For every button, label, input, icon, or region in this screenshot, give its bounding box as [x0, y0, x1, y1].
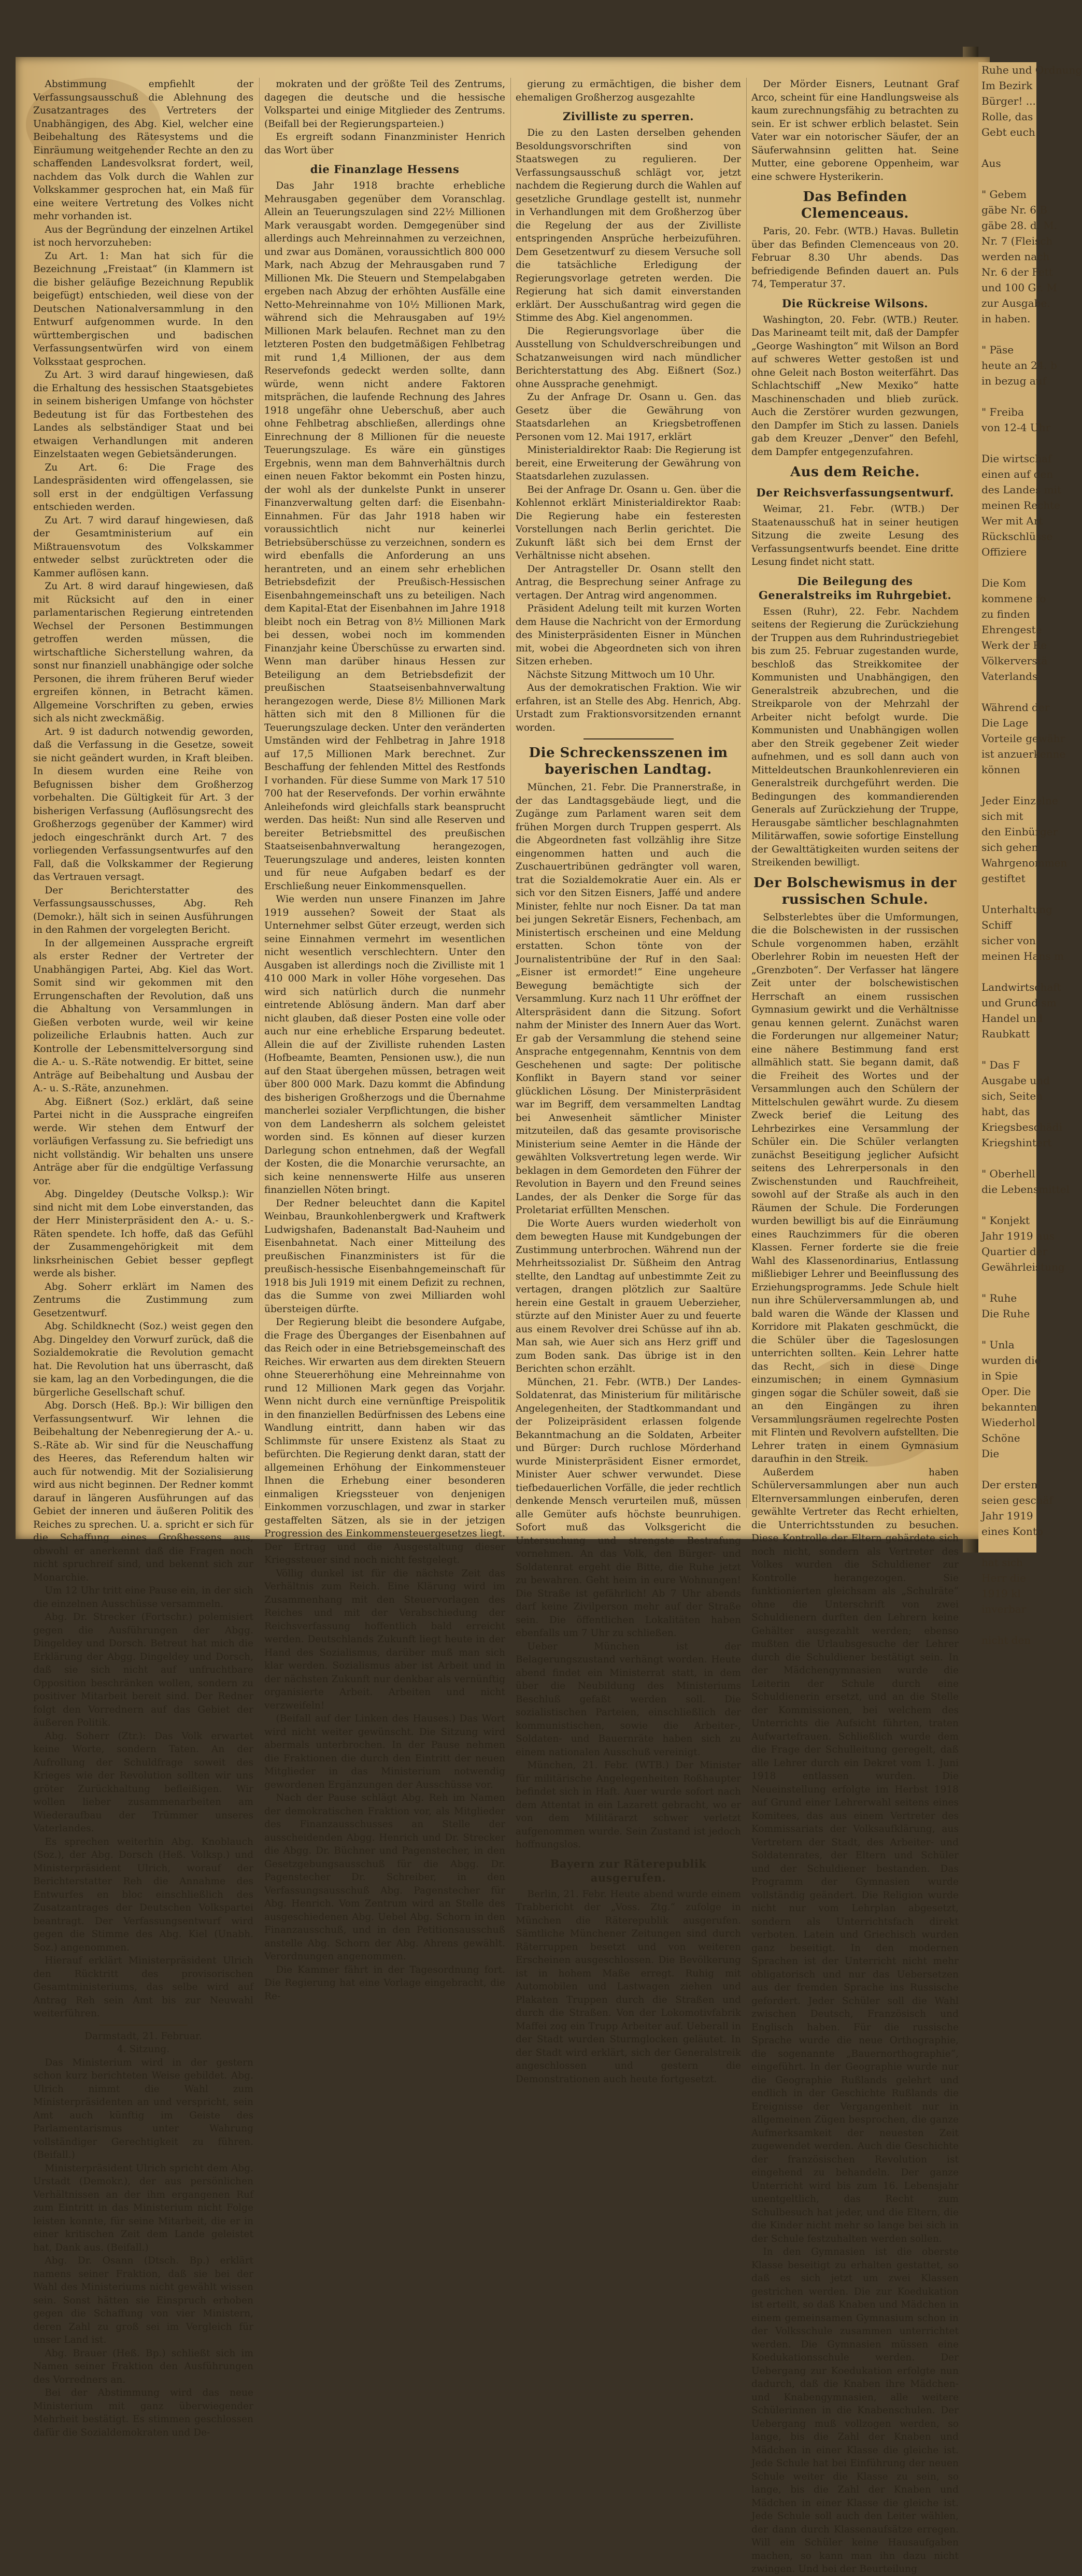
paragraph: Berlin, 21. Febr. Heute abend wurde einem Trabbericht der „Voss. Ztg.“ zufolge in München die Räterepublik ausgerufen. Sämtliche Münchener Zeitungen sind durch Räterruppen besetzt und von weiteren Erscheinen ausgeschlossen. Die Bevölkerung ist in hohem Maße erregt. Ruhig mit Automobilen und Lastwagen ziehen und Plakaten Truppen durch die Straßen und durch die Straßen. Von der Lokomotivfabrik Maffei zog ein Trupp Arbeiter auf. Ueberall in der Stadt wurden Sturmglocken geläutet. In der Stadt wird erklärt, sich der Generalstreik angeschlossen und gestern die Demonstrationen auch heute fortgesetzt.	[516, 1888, 741, 2085]
paragraph: Weimar, 21. Febr. (WTB.) Der Staatenausschuß hat in seiner heutigen Sitzung die zweite Lesung des Verfassungsentwurfs beendet. Eine dritte Lesung findet nicht statt.	[751, 504, 959, 567]
adjacent-page-line: bekannten	[981, 1401, 1037, 1413]
adjacent-page-line: Ausgabe und	[981, 1074, 1050, 1087]
column-rule	[259, 78, 260, 1508]
paragraph: Zu Art. 6: Die Frage des Landespräsidenten wird offengelassen, sie soll erst in der endgültigen Verfassung entschieden werden.	[33, 462, 253, 513]
adjacent-page-line: Wahrgenommen	[981, 857, 1067, 869]
adjacent-page-line: meinen Rechte	[981, 499, 1061, 511]
adjacent-page-line	[978, 140, 1036, 155]
adjacent-page-line	[978, 389, 1036, 404]
adjacent-page-line: zur Ausgabe.	[981, 297, 1050, 309]
paragraph: Bei der Anfrage Dr. Osann u. Gen. über die Kohlennot erklärt Ministerialdirektor Raab: Die Regierung habe ein festeresten Vorstellungen nach Berlin gerichtet. Die Zukunft läßt sich bei dem Ernst der Verhältnisse nicht absehen.	[516, 484, 741, 561]
paragraph: mokraten und der größte Teil des Zentrums, dagegen die deutsche und die hessische Volkspartei und einige Mitglieder des Zentrums. (Beifall bei der Regierungsparteien.)	[264, 79, 505, 130]
adjacent-page-line	[978, 1461, 1036, 1477]
paragraph: Präsident Adelung teilt mit kurzen Worten dem Hause die Nachricht von der Ermordung des Ministerpräsidenten Eisner in München mit, wobei die Abgeordneten sich von ihren Sitzen erheben.	[516, 603, 741, 667]
paragraph: Zu Art. 8 wird darauf hingewiesen, daß mit Rücksicht auf den in einer parlamentarischen Regierung eintretenden Wechsel der Personen Bestimmungen getroffen werden müssen, die wirtschaftliche Sicherstellung wahren, da sonst nur finanziell unabhängige oder solche Personen, die ihrem früheren Beruf wieder ergreifen können, in Betracht kämen. Allgemeine Vorschriften zu geben, erwies sich als nicht zweckmäßig.	[33, 581, 253, 724]
adjacent-page-line: inverbar	[981, 1603, 1027, 1615]
adjacent-page-line: in Spie	[981, 1370, 1018, 1382]
adjacent-page-line: Die Ruhe	[981, 1307, 1030, 1320]
adjacent-page-line	[978, 1617, 1036, 1632]
adjacent-page-line: heute an 24. b	[981, 359, 1057, 372]
adjacent-page-line: Quartier der	[981, 1245, 1048, 1258]
adjacent-page-line: Schiff	[981, 919, 1012, 931]
paragraph: Völlig dunkel ist für die nächste Zeit das Verhältnis zum Reich. Eine Klärung wird im Zusammenhang mit den Steuervorlagen des Reiches und mit der Verabschiedung der Reichsverfassung hoffentlich bald erreicht werden. Deutschlands Zukunft liegt heute in der Hand des Sozialismus, darüber muß man sich klar werden. Sozialismus aber ist Arbeit und in der nächsten Zukunft nur denkbar als vernünftig organisierte Arbeit. Arbeiten und nicht verzweifeln!	[264, 1568, 505, 1711]
adjacent-page-line: Offiziere	[981, 546, 1027, 558]
paragraph: Hierauf erklärt Ministerpräsident Ulrich den Rücktritt des provisorischen Gesamtministeriums, das selbe wird auf Antrag Reh sein Amt bis zur Neuwahl weiterführen.	[33, 1955, 253, 2019]
adjacent-page-line: Werk der Re	[981, 639, 1047, 651]
paragraph: München, 21. Febr. (WTB.) Der Minister für militärische Angelegenheiten Roßhaupter befindet sich in Haft. Auer wurde sofort nach dem Attentat in ein Lazarett gebracht, wo er von dem Militärarzt schwer verletzt aufgenommen wurde. Sein Zustand ist jedoch hoffnungslos.	[516, 1760, 741, 1850]
paragraph: Abg. Brauer (Heß. Bp.) schließt sich im Namen seiner Fraktion den Ausführungen des Vorredners an.	[33, 2347, 253, 2385]
heading-zivilliste: Zivilliste zu sperren.	[562, 110, 694, 123]
adjacent-page-line: " Ruhe	[981, 1292, 1017, 1304]
adjacent-page-line: " Unla	[981, 1339, 1015, 1351]
adjacent-page-line: sich mit	[981, 810, 1023, 822]
paragraph: Zu Art. 3 wird darauf hingewiesen, daß die Erhaltung des hessischen Staatsgebietes in seinem bisherigen Umfange von höchster Bedeutung ist für das Fortbestehen des Landes als selbständiger Staat und bei etwaigen Verhandlungen mit anderen Einzelstaaten wegen Gebietsänderungen.	[33, 369, 253, 460]
separator-rule	[583, 738, 674, 739]
adjacent-page-line: Kriegshintert	[981, 1136, 1052, 1149]
paragraph: Art. 9 ist dadurch notwendig geworden, daß die Verfassung in die Gesetze, soweit sie nicht geändert wurden, in Kraft bleiben. In diesem wurden eine Reihe von Befugnissen bisher dem Großherzog vorbehalten. Die Gültigkeit für Art. 3 der bisherigen Verfassung (Auflösungsrecht des Großherzogs gegenüber der Kammer) wird jedoch eingeschränkt durch Art. 7 des vorliegenden Verfassungsentwurfes auf den Fall, daß die Volkskammer der Regierung das Vertrauen versagt.	[33, 726, 253, 883]
paragraph: Wie werden nun unsere Finanzen im Jahre 1919 aussehen? Soweit der Staat als Unternehmer selbst Güter erzeugt, werden sich seine Einnahmen vermehrt im wesentlichen nicht wesentlich verschlechtern. Unter den Ausgaben ist allerdings noch die Zivilliste mit 1 410 000 Mark in voller Höhe vorgesehen. Das wird sich natürlich durch die nunmehr eintretende Ablösung ändern. Man darf aber nicht glauben, daß dieser Posten eine volle oder auch nur eine erhebliche Ersparung bedeutet. Allein die auf der Zivilliste ruhenden Lasten (Hofbeamte, Beamten, Pensionen usw.), die nun auf den Staat übergehen müssen, betragen weit über 800 000 Mark. Dazu kommt die Abfindung des bisherigen Großherzogs und die Übernahme mancherlei sozialer Verpflichtungen, die bisher von dem Landesherrn als solchem geleistet worden sind. Es können auf dieser kurzen Darlegung schon entnehmen, daß der Wegfall der Kosten, die die Monarchie verursachte, an sich keine nennenswerte Hilfe aus unseren finanziellen Nöten bringt.	[264, 894, 505, 1196]
heading-reichsverfassung: Der Reichsverfassungsentwurf.	[756, 486, 954, 499]
adjacent-page-line	[978, 326, 1036, 342]
adjacent-page-line: Die Lage	[981, 717, 1029, 729]
adjacent-page-line: Handel und	[981, 1012, 1043, 1024]
adjacent-page-line: sicher von	[981, 934, 1036, 947]
paragraph: München, 21. Febr. Die Prannerstraße, in der das Landtagsgebäude liegt, und die Zugänge zum Parlament waren seit dem frühen Morgen durch Truppen gesperrt. Als die Abgeordneten fast vollzählig ihre Sitze eingenommen hatten und auch die Zuschauertribünen gedrängter voll waren, trat die Sozialdemokratie Auer ein. Als er sich vor den Sitzen Eisners, Jaffé und andere Minister, fehlte nur noch Eisner. Da tat man bei jungen Sekretär Eisners, Fechenbach, am Ministertisch erscheinen und eine Meldung erstatten. Schon tönte von der Journalistentribüne der Ruf in den Saal: „Eisner ist ermordet!“ Eine ungeheure Bewegung bemächtigte sich der Versammlung. Kurz nach 11 Uhr eröffnet der Alterspräsident dann die Sitzung. Sofort nahm der Minister des Innern Auer das Wort. Er gab der Versammlung die stehend seine Ansprache entgegennahm, Kenntnis von dem Geschehenen und sagte: Der politische Konflikt in Bayern stand vor seiner glücklichen Lösung. Der Ministerpräsident war im Begriff, dem versammelten Landtag bei Anwesenheit sämtlicher Minister mitzuteilen, daß das gesamte provisorische Ministerium seine Aemter in die Hände der gewählten Volksvertretung legen werde. Wir beklagen in dem Gemordeten den Führer der Revolution in Bayern und den Freund seines Landes, der als Denker die Sorge für das Proletariat erfüllten Menschen.	[516, 782, 741, 1216]
paragraph: Zu Art. 7 wird darauf hingewiesen, daß der Gesamtministerium auf ein Mißtrauensvotum des Volkskammer entweder selbst zurücktreten oder die Kammer auflösen kann.	[33, 515, 253, 579]
adjacent-page-line: seien geschäf	[981, 1494, 1053, 1506]
paragraph: Ministerialdirektor Raab: Die Regierung ist bereit, eine Erweiterung der Gewährung von Staatsdarlehen zuzulassen.	[516, 445, 741, 482]
column-3	[516, 78, 741, 2085]
adjacent-page-line: des Landes mit	[981, 483, 1062, 496]
adjacent-page-line	[978, 1539, 1036, 1555]
paragraph: Bei der Abstimmung wird das neue Ministerium mit ganz überwiegender Mehrheit bestätigt. Es stimmen geschlossen dafür die Sozialdemokraten und De-	[33, 2387, 253, 2438]
paragraph: Abg. Dr. Osann (Dtsch. Bp.) erklärt namens seiner Fraktion, daß sie bei der Wahl des Ministeriums nicht gewählt wissen sein. Sonst hätten sie Einspruch erhoben gegen die Schaffung von vier Ministern, deren Zahl zu groß sei im Vergleich für unser Land ist.	[33, 2255, 253, 2345]
adjacent-page-fragment	[978, 62, 1082, 1646]
adjacent-page-line: Unterhaltung	[981, 903, 1052, 916]
adjacent-page-line: Gewährleistung	[981, 1261, 1065, 1273]
paragraph: Abg. Dorsch (Heß. Bp.): Wir billigen den Verfassungsentwurf. Wir lehnen die Beibehaltung der Nebenregierung der A.- u. S.-Räte ab. Wir sind für die Neuschaffung des Heeres, das Referendum halten wir auch für notwendig. Mit der Sozialisierung wird aus nicht beginnen. Der Redner kommt darauf in längeren Ausführungen auf das Gebiet der inneren und äußeren Politik des Reiches zu sprechen. U. a. spricht er sich für die Schaffung eines Großhessens aus, obwohl er anerkennt daß die Fragen noch nicht spruchreif sind, und bekennt sich zur Monarchie.	[33, 1400, 253, 1583]
adjacent-page-line	[978, 1150, 1036, 1166]
adjacent-page-line: " Freiba	[981, 406, 1024, 418]
adjacent-page-line: sich, Seiten	[981, 1090, 1043, 1102]
paragraph: Selbsterlebtes über die Umformungen, die die Bolschewisten in der russischen Schule vorgenommen haben, erzählt Oberlehrer Robin im neuesten Heft der „Grenzboten“. Der Verfasser hat längere Zeit unter der bolschewistischen Herrschaft an einem russischen Gymnasium gewirkt und die Verhältnisse genau kennen gelernt. Zunächst waren die Forderungen nur allgemeiner Natur; eine nähere Bestimmung fand erst allmählich statt. Sie begann damit, daß die Freiheit des Wortes und der Versammlungen auch den Schülern der Mittelschulen gewährt wurde. Zu diesem Zweck berief die Leitung des Lehrbezirkes eine Versammlung der Schüler ein. Die Schüler verlangten zunächst Beseitigung jeglicher Aufsicht seitens des Lehrerpersonals in den Zwischenstunden und Rauchfreiheit, sowohl auf der Straße als auch in den Räumen der Schule. Die Forderungen wurden bewilligt bis auf die Einräumung eines Rauchzimmers für die oberen Klassen. Ferner forderte sie die freie Wahl des Klassenordinarius, Entlassung mißliebiger Lehrer und Beeinflussung des Erziehungsprogramms. Jede Schule hielt nun ihre Schülerversammlungen ab, und bald waren die Wände der Klassen und Korridore mit Plakaten geschmückt, die die Schüler über die Tageslosungen unterrichten sollten. Kein Lehrer hatte das Recht, sich in diese Dinge einzumischen; in einem Gymnasium gingen sogar die Schüler soweit, daß sie an den Eingängen zu ihren Versammlungsräumen regelrechte Posten mit Flinten und Revolvern aufstellten. Die Lehrer traten in einem Gymnasium daraufhin in den Streik.	[751, 912, 959, 1464]
adjacent-page-line	[978, 777, 1036, 793]
heading-bolschewismus: Der Bolschewismus in der russischen Schule.	[753, 875, 957, 907]
adjacent-page-line: und 100 Gr. M	[981, 281, 1057, 294]
adjacent-page-line: Nr. 6 der Fett	[981, 266, 1053, 278]
adjacent-page-line: in bezug auf	[981, 375, 1047, 387]
adjacent-page-line: sich gehen	[981, 841, 1038, 853]
heading-clemenceau: Das Befinden Clemenceaus.	[801, 189, 909, 221]
paragraph: Der Redner beleuchtet dann die Kapitel Weinbau, Braunkohlenbergwerk und Kraftwerk Ludwigshafen, Badenanstalt Bad-Nauheim und Eisenbahnetat. Nach einer Mitteilung des preußischen Finanzministers ist für die preußisch-hessische Eisenbahngemeinschaft für 1918 bis Juli 1919 mit einem Defizit zu rechnen, das die Summe von zwei Milliarden wohl übersteigen dürfte.	[264, 1198, 505, 1315]
paragraph: Aus der Begründung der einzelnen Artikel ist noch hervorzuheben:	[33, 224, 253, 248]
paragraph: In der allgemeinen Aussprache ergreift als erster Redner der Vertreter der Unabhängigen Partei, Abg. Kiel das Wort. Somit sind wir gekommen mit den Errungenschaften der Revolution, daß uns die Abhaltung von Versammlungen in Gießen verboten wurde, weil wir keine polizeiliche Erlaubnis hatten. Auch zur Kontrolle der Lebensmittelversorgung sind die A.- u. S.-Räte notwendig. Er bittet, seine Anträge auf Beibehaltung und Ausbau der A.- u. S.-Räte, anzunehmen.	[33, 937, 253, 1094]
adjacent-page-line: " Gebem	[981, 188, 1027, 201]
paragraph: Abg. Eißnert (Soz.) erklärt, daß seine Partei nicht in die Aussprache eingreifen werde. Wir stehen dem Entwurf der vorläufigen Verfassung zu. Sie befriedigt uns nicht vollständig. Wir behalten uns unsere Anträge aber für die endgültige Verfassung vor.	[33, 1096, 253, 1187]
adjacent-page-line: Während der	[981, 701, 1050, 714]
adjacent-page-line: den Einbürger	[981, 826, 1058, 838]
dateline-darmstadt: Darmstadt, 21. Februar.	[84, 2030, 202, 2042]
paragraph: Es sprechen weiterhin Abg. Knoblauch (Soz.), der Abg. Dorsch (Heß. Volksp.) und Ministerpräsident Ulrich, worauf der Berichterstatter Reh die Annahme des Entwurfes en bloc einschließlich des Zusatzantrages der Deutschen Volkspartei beantragt. Der Verfassungsentwurf wird gegen die Stimme des Abg. Kiel (Unabh. Soz.) angenommen.	[33, 1836, 253, 1953]
adjacent-page-line: Wiederhol	[981, 1416, 1035, 1429]
session-label: 4. Sitzung.	[117, 2044, 170, 2055]
column-3-paragraphs	[516, 78, 741, 104]
column-3-paragraphs-2	[516, 126, 741, 734]
adjacent-page-line: ist anzuerkenne	[981, 748, 1066, 760]
adjacent-page-lines	[978, 62, 1082, 1648]
paragraph: Zu Art. 1: Man hat sich für die Bezeichnung „Freistaat“ (in Klammern ist die bisher geläufige Bezeichnung Republik beigefügt) entschieden, weil diese von der Deutschen Nationalversammlung in den Entwurf aufgenommen wurde. In den württembergischen und badischen Verfassungsentwürfen wird von einem Volksstaat gesprochen.	[33, 250, 253, 367]
adjacent-page-line: und Grund sm	[981, 997, 1057, 1009]
adjacent-page-line: Ehrengeste	[981, 623, 1042, 636]
column-2-paragraphs-2	[264, 179, 505, 2003]
paragraph: Um 12 Uhr tritt eine Pause ein, in der sich die einzelnen Ausschüsse versammeln.	[33, 1585, 253, 1610]
adjacent-page-line: meinen Hans m	[981, 950, 1064, 962]
paragraph: In den Gymnasien ist die oberste Klasse beseitigt zu erhalten gestattet, so daß es sich jetzt um zwei Klassen gestrichen werden. Die zur Koedukation ist erteilt, so daß Knaben und Mädchen in einem gemeinsamen Gymnasium schon in der Volksschule zusammen unterrichtet werden. Die Gymnasien müssen eine Koedukationsschule werden. Der Uebergang zur Koedukation erfolgte nun dadurch, daß die Knaben ihre Mädchen- und Knabengymnasien, alle weitere Schülerinnen in die Knabenschulen. Der Uebergang muß vollzogen werden, so lange, bis die Zahl der Knaben und Mädchen in einer Klasse die gleiche ist. Jede Schule hat bei Einführung der neuen Schule weiter die Klasse zu sein, so lange, bis die Zahl der Knaben und Mädchen in einer Klasse die gleiche ist. Jede Schule soll auch den Leiter wählen, der dann durch Klassenaufsätze erregen. Will ein Schüler keine Hausaufgaben machen, so kann man ihn dazu nicht zwingen. Und bei der Beurteilung	[751, 2246, 959, 2574]
paragraph: Die Regierungsvorlage über die Ausstellung von Schuldverschreibungen und Schatzanweisungen wird nach mündlicher Berichterstattung des Abg. Eißnert (Soz.) ohne Aussprache genehmigt.	[516, 325, 741, 390]
column-4-paragraphs-2	[751, 225, 959, 291]
adjacent-page-line: " Konjekt	[981, 1214, 1030, 1227]
adjacent-page-line: von 12-4 Uhr	[981, 421, 1051, 434]
adjacent-page-line: " Päse	[981, 344, 1014, 356]
adjacent-page-line: in haben.	[981, 312, 1031, 325]
column-4-paragraphs-4	[751, 503, 959, 569]
adjacent-page-line: Aus	[981, 157, 1001, 169]
paragraph: gierung zu ermächtigen, die bisher dem ehemaligen Großherzog ausgezahlte	[516, 79, 741, 103]
paragraph: Der Regierung bleibt die besondere Aufgabe, die Frage des Überganges der Eisenbahnen auf das Reich oder in eine Betriebsgemeinschaft des Reiches. Wir erwarten aus dem direkten Steuern ohne Steuererhöhung eine Mehreinnahme von rund 12 Millionen Mark gegen das Vorjahr. Wenn nicht durch eine vernünftige Preispolitik in den finanziellen Bedürfnissen des Lebens eine Wandlung eintritt, dann haben wir das Schlimmste für unsere Existenz als Staat zu befürchten. Die Regierung denkt daran, statt der allgemeinen Erhöhung der Einkommensteuer Ihnen die Erhebung einer besonderen einmaligen Kriegssteuer von denjenigen Einkommen vorzuschlagen, und zwar in starker gestaffelten Sätzen, als sie in der jetzigen Progression des Einkommensteuergesetzes liegt. Der Ertrag und die Ausgestaltung dieser Kriegssteuer sind noch nicht festgelegt.	[264, 1317, 505, 1565]
heading-raeterepublik: Bayern zur Räterepublik ausgerufen.	[550, 1857, 707, 1884]
adjacent-page-line: zu finden	[981, 608, 1030, 620]
adjacent-page-line: Im Bezirk	[981, 79, 1033, 92]
separator-rule	[99, 2025, 188, 2026]
heading-aus-dem-reiche: Aus dem Reiche.	[790, 464, 920, 480]
heading-generalstreik: Die Beilegung des Generalstreiks im Ruhrgebiet.	[758, 574, 952, 602]
paragraph: Abg. Soherr (Ztr.): Das Volk erwartet keine Worte, sondern Taten. An der Aufrollung der Schuldfrage soweit des Krieges wie der Revolution sollten wir uns gröter Zurückhaltung befleißigen. Wir wollen lieber zusammenarbeiten am Wiederaufbau der Trümmer unseres Vaterlandes.	[33, 1730, 253, 1834]
column-1-paragraphs	[33, 78, 253, 2020]
adjacent-page-line: Landwirtschaft	[981, 981, 1061, 993]
paragraph: Abg. Soherr erklärt im Namen des Zentrums die Zustimmung zum Gesetzentwurf.	[33, 1281, 253, 1319]
adjacent-page-line: Kriegsbeschädi	[981, 1121, 1062, 1133]
paragraph: Ueber München ist der Belagerungszustand verhängt worden. Heute abend findet ein Ministerrat statt, in dem über die Neubildung des Ministeriums Beschluß gefaßt werden soll. Die sozialistischen Parteien, einschließlich der kommunistischen, sowie die Arbeiter-, Soldaten- und Bauernräte haben sich zu einem nationalen Ausschuß vereinigt.	[516, 1641, 741, 1758]
paragraph: Ministerpräsident Ulrich spricht dem Abg. Urstadt (Demokr.), der aus persönlichen Verhältnissen an der ihm ergangenen Ruf zum Eintritt in das Ministerium nicht Folge leisten konnte, für seine Mitarbeit, die er in einer kritischen Zeit dem Lande geleistet hat, Dank aus. (Beifall.)	[33, 2162, 253, 2253]
heading-finanzlage: die Finanzlage Hessens	[310, 163, 460, 176]
paragraph: Abg. Dingeldey (Deutsche Volksp.): Wir sind nicht mit dem Lobe einverstanden, das der Herr Ministerpräsident den A.- u. S.-Räten spendete. Ich hoffe, daß das Gefühl der Zusammengehörigkeit mit dem linksrheinischen Gebiet besser gepflegt werde als bisher.	[33, 1189, 253, 1279]
adjacent-page-line: " Das F	[981, 1059, 1020, 1071]
adjacent-page-line: Ruhe und Ordnung	[981, 64, 1082, 76]
adjacent-page-line	[978, 684, 1036, 700]
adjacent-page-line	[978, 1321, 1036, 1337]
paragraph: Abstimmung empfiehlt der Verfassungsausschuß die Ablehnung des Zusatzantrages des Vertreters der Unabhängigen, des Abg. Kiel, welcher eine Beibehaltung des Rätesystems und die Einräumung weitgehender Rechte an den zu schaffenden Landesvolksrat fordert, weil, nachdem das Volk durch die Wahlen zur Volkskammer gesprochen hat, ein Maß für eine weitere Vertretung des Volkes nicht mehr vorhanden ist.	[33, 79, 253, 222]
adjacent-page-line: 1919 kl	[981, 1587, 1021, 1600]
column-1	[33, 78, 253, 2438]
paragraph: (Beifall auf der Linken des Hauses.) Das Wort wird nicht weiter gewünscht. Die Sitzung wird abermals unterbrochen. In der Pause nehmen die Fraktionen die durch den Eintritt der neuen Mitglieder in das Ministerium notwendig gewordenen Ergänzungen der Ausschüsse vor.	[264, 1713, 505, 1790]
adjacent-page-line	[978, 1275, 1036, 1290]
adjacent-page-line: Gebt euch	[981, 126, 1035, 138]
paragraph: Nach der Pause schlägt Abg. Reh im Namen der demokratischen Fraktion vor, als Mitglieder des Finanzausschusses an Stelle der ausscheidenden Abgg. Henrich und Dr. Strecker die Abgg. Dr. Büchner und Pagenstecher, in den Gesetzgebungsausschuß für die Abgg. Dr. Pagenstecher Dr. Schreiber, in den Verfassungsausschuß Abg. Pagenstecher für Abg. Henrich. Vom Zentrum wird an Stelle des ausgeschiedenen Abg. Uebel Abg. Schorn in den Finanzausschuß, und in den Petitionsausschuß anstelle Abg. Schorn der Abg. Ahrens gewählt. Verordnungen angenommen.	[264, 1792, 505, 1962]
heading-schreckensszenen: Die Schreckensszenen im bayerischen Landtag.	[529, 745, 728, 777]
adjacent-page-line: werden nach	[981, 250, 1050, 263]
column-1-paragraphs-2	[33, 2056, 253, 2440]
paragraph: Aus der demokratischen Fraktion. Wie wir erfahren, ist an Stelle des Abg. Henrich, Abg. Urstadt zum Fraktionsvorsitzenden ernannt worden.	[516, 682, 741, 733]
adjacent-page-line: die Lebensmittel	[981, 1183, 1070, 1196]
adjacent-page-line: Jahr 1919	[981, 1510, 1033, 1522]
paragraph: Die Kammer fährt in der Tagesordnung fort. Die Regierung hat eine Vorlage eingebracht, die Re-	[264, 1964, 505, 2002]
adjacent-page-line: Bürger! ...	[981, 95, 1036, 107]
adjacent-page-line: Die Kom	[981, 577, 1027, 589]
adjacent-page-line: Wer mit Art	[981, 515, 1043, 527]
adjacent-page-line: gäbe Nr. 6 B	[981, 204, 1048, 216]
paragraph: Paris, 20. Febr. (WTB.) Havas. Bulletin über das Befinden Clemenceaus von 20. Februar 8.30 Uhr abends. Das befriedigende Befinden dauert an. Puls 74, Temperatur 37.	[751, 226, 959, 290]
paragraph: Der Mörder Eisners, Leutnant Graf Arco, scheint für eine Handlungsweise als kaum zurechnungsfähig zu betrachten zu sein. Er ist schwer erblich belastet. Sein Vater war ein notorischer Säufer, der an Säuferwahnsinn gelitten hat. Seine Mutter, eine geborene Oppenheim, war eine schwere Hysterikerin.	[751, 79, 959, 182]
paragraph: Washington, 20. Febr. (WTB.) Reuter. Das Marineamt teilt mit, daß der Dampfer „George Washington“ mit Wilson an Bord auf schweres Wetter gestoßen ist und ohne Geleit nach Boston weiterfährt. Das Schlachtschiff „New Mexiko“ hatte Maschinenschaden und blieb zurück. Auch die Zerstörer wurden gezwungen, den Dampfer im Stich zu lassen. Daniels gab dem Kreuzer „Denver“ den Befehl, dem Dampfer entgegenzufahren.	[751, 314, 959, 458]
adjacent-page-line: gäbe 28. d. M.	[981, 219, 1058, 232]
column-4-paragraphs	[751, 78, 959, 183]
adjacent-page-line: Vaterlands	[981, 670, 1038, 682]
paragraph: Es ergreift sodann Finanzminister Henrich das Wort über	[264, 132, 505, 156]
column-rule	[746, 78, 747, 1508]
adjacent-page-line: eines Konto	[981, 1525, 1043, 1538]
column-4-paragraphs-3	[751, 314, 959, 459]
adjacent-page-line: " Oberhell	[981, 1168, 1035, 1180]
adjacent-page-line: Schöne	[981, 1432, 1020, 1444]
adjacent-page-line: Die wirtschaf	[981, 452, 1052, 465]
adjacent-page-line: kommene fo	[981, 592, 1046, 605]
column-4-paragraphs-5	[751, 605, 959, 870]
column-2-paragraphs	[264, 78, 505, 157]
adjacent-page-line: Völkerverstä	[981, 654, 1048, 667]
paragraph: Die Worte Auers wurden wiederholt von dem bewegten Hause mit Kundgebungen der Zustimmung unterbrochen. Während nun der Mehrheitssozialist Dr. Süßheim den Antrag stellte, den Landtag auf unbestimmte Zeit zu vertagen, drangen plötzlich zur Saaltüre herein eine Gestalt in grauem Ueberzieher, stürzte auf den Minister Auer zu und feuerte aus einem Revolver drei Schüsse auf ihn ab. Man sah, wie Auer sich ans Herz griff und zum Boden sank. Das übrige ist in den Berichten schon erzählt.	[516, 1218, 741, 1374]
paragraph: Nächste Sitzung Mittwoch um 10 Uhr.	[527, 669, 715, 680]
adjacent-page-line: Jahr 1919 aus	[981, 1230, 1055, 1242]
adjacent-page-line: Der ersten	[981, 1478, 1038, 1491]
adjacent-page-line	[978, 1197, 1036, 1213]
adjacent-page-line: Jeder Einzelne	[981, 794, 1058, 807]
paragraph: Zu der Anfrage Dr. Osann u. Gen. das Gesetz über die Gewährung von Staatsdarlehen an Kriegsbetroffenen Personen vom 12. Mai 1917, erklärt	[516, 392, 741, 443]
adjacent-page-line: nicht den	[981, 1634, 1031, 1646]
adjacent-page-line: einen auf den	[981, 468, 1053, 480]
column-3-paragraphs-3	[516, 781, 741, 1852]
paragraph: Die zu den Lasten derselben gehenden Besoldungsvorschriften sind von Staatswegen zu regulieren. Der Verfassungsausschuß schlägt vor, jetzt nachdem die Regierung durch die Wahlen auf gesetzliche Grundlage gestellt ist, nunmehr in Verhandlungen mit dem Großherzog über die Regelung der aus der Zivilliste entspringenden Ansprüche herbeizuführen. Dem Gesetzentwurf zu diesem Versuche soll die tatsächliche Erledigung der Regierungsvorlage getreten werden. Die Regierung hat sich damit einverstanden erklärt. Der Ausschußantrag wird gegen die Stimme des Abg. Kiel angenommen.	[516, 127, 741, 323]
adjacent-page-line	[978, 435, 1036, 451]
column-4	[751, 78, 959, 2574]
paragraph: Das Ministerium wird in der gestern schon kurz berichteten Weise gebildet. Abg. Ulrich nimmt die Wahl zum Ministerpräsidenten an und verspricht, sein Amt auch künftig im Geiste des Parlamentarismus unter Wahrung vollständiger Gerechtigkeit zu führen. (Beifall.)	[33, 2057, 253, 2160]
adjacent-page-line: wurden die	[981, 1354, 1041, 1367]
adjacent-page-line: hat sich	[981, 1556, 1023, 1569]
paragraph: Der Antragsteller Dr. Osann stellt den Antrag, die Besprechung seiner Anfrage zu vertagen. Der Antrag wird angenommen.	[516, 563, 741, 601]
paragraph: Das Jahr 1918 brachte erhebliche Mehrausgaben gegenüber dem Voranschlag. Allein an Teuerungszulagen sind 22½ Millionen Mark verausgabt worden. Demgegenüber sind allerdings auch Mehreinnahmen zu verzeichnen, und zwar aus Domänen, voraussichtlich 800 000 Mark, nach Abzug der Mehrausgaben rund 7 Millionen Mk. Die Steuern und Stempelabgaben ergeben nach Abzug der erhöhten Ausfälle eine Netto-Mehreinnahme von 10½ Millionen Mark, während sich die Mehrausgaben auf 19½ Millionen Mark belaufen. Rechnet man zu den letzteren Posten den budgetmäßigen Fehlbetrag mit rund 1,4 Millionen, der aus dem Reservefonds gedeckt werden sollte, dann würde, wenn nicht andere Faktoren mitsprächen, die laufende Rechnung des Jahres 1918 ungefähr ohne Ueberschuß, aber auch ohne Fehlbetrag abschließen, allerdings ohne Einrechnung der 8 Millionen für die neueste Teuerungszulage. Es wäre ein günstiges Ergebnis, wenn man dem Bahnverhältnis durch einen neuen Faktor bekommt ein Posten hinzu, der wohl als der dunkelste Punkt in unserer Finanzverwaltung gelten darf: die Eisenbahn-Einnahmen. Für das Jahr 1918 haben wir voraussichtlich nicht nur keinerlei Betriebsüberschüsse zu verzeichnen, sondern es wird ebenfalls die Anforderung an uns herantreten, und an einem sehr erheblichen Betriebsdefizit der Preußisch-Hessischen Eisenbahngemeinschaft uns zu beteiligen. Nach dem Kapital-Etat der Eisenbahnen im Jahre 1918 bleibt noch ein Betrag von 8½ Millionen Mark bei dessen, wobei noch im kommenden Finanzjahr keine Überschüsse zu erwarten sind. Wenn man darüber hinaus Hessen zur Beteiligung an dem Betriebsdefizit der preußischen Staatseisenbahnverwaltung herangezogen werde, Diese 8½ Millionen Mark hätten sich mit den 8 Millionen für die Teuerungszulage decken. Unter den veränderten Umständen wird der Fehlbetrag in Jahre 1918 auf 17,5 Millionen Mark berechnet. Zur Beschaffung der fehlenden Mittel des Restfonds I vorhanden. Für diese Summe von Mark 17 510 700 hat der Reservefonds. Der vorhin erwähnte Anleihefonds wird gleichfalls stark beansprucht werden. Das heißt: Nun sind alle Reserven und bereiter Betriebsmittel des preußischen Staatseisenbahnverwaltung herangezogen, Teuerungszulage und anderes, leisten konnten und für neue Aufgaben bedarf es der Erschließung neuer Einkommensquellen.	[264, 180, 505, 892]
column-3-paragraphs-4	[516, 1888, 741, 2086]
adjacent-page-line: habt, das	[981, 1105, 1030, 1118]
adjacent-page-line	[978, 171, 1036, 187]
paragraph: München, 21. Febr. (WTB.) Der Landes-Soldatenrat, das Ministerium für militärische Angelegenheiten, der Stadtkommandant und der Polizeipräsident erlassen folgende Bekanntmachung an die Soldaten, Arbeiter und Bürger: Durch ruchlose Mörderhand wurde Ministerpräsident Eisner ermordet, Minister Auer schwer verwundet. Diese tiefbedauerlichen Vorfälle, die jeder rechtlich denkende Mensch verurteilen muß, müssen alle Gemüter aufs höchste beunruhigen. Sofort muß das Volksgericht die Untersuchung und strengste Bestrafung vornehmen. An das Volk, den Bürger- und Soldatenrat ergeht die Bitte, die Ruhe jetzt zu bewahren. Geht heim in eure Wohnungen! Die Straße ist gefährlich! Ab 7 Uhr abends darf keine Zivilperson mehr auf der Straße sein. Die öffentlichen Lokalitäten haben ebenfalls um 7 Uhr zu schließen.	[516, 1376, 741, 1639]
adjacent-page-line: Die	[981, 1447, 1000, 1460]
paragraph: Außerdem haben Schülerversammlungen aber nun auch Elternversammlungen einberufen, deren gewählte Vertreter das Recht erhielten, die Unterrichtsstunden zu besuchen. Diese Kontrolle der Eltern gebärdete sich noch nicht, sondern als Vertreter des Volkes wurden die Schuldiener zur Kontrolle herangezogen. Sie funktionierten gleichsam als „Schulräte“ ohne die Unterschrift von zwei Schuldienern durften den Lehrern keine Gehälter ausgezahlt werden; ebenso mußten die Urlaubsgesuche der Lehrer durch die Schuldiener bestätigt sein. In der Mädchengymnasien wurde die Leiterin der Schule durch eine Schuldienerin ersetzt, und an die Stelle der Kommissionen, bei welchem des Unterrichts die Aufsicht führten, traten Aufwartefrauen. Schließlich wurde dem die Frage der Schulleitung geregelt, daß alle Lehrer durch ein Dekret vom 1. Juni 1918 entlassen wurden. Die Neueinstellung erfolgte im Herbst 1918 auf Grund einer Lehrerwahl seitens eines Komitees, das aus einem Vertreter des Kommissariats der Volksaufklärung, aus Vertretern der Stadt, des Arbeiter- und Soldatenrates, der Eltern und Schüler und der Schuldiener bestanden. Das Programm der Gymnasien wurde vollständig geändert. Die Religion wurde nicht nur vom Lehrplan abgesetzt, sondern als Unterrichtsfach direkt verboten. Latein und Griechisch wurden ganz beseitigt. In den modernen Sprachen ist der Unterricht nicht mehr obligatorisch und nur das Uebersetzen aus der fremden Sprache ins Russische gefordert. Jeder Schüler soll die Wahl zwischen Deutsch, Französisch und Englisch haben. Für die russische Sprache wurde die neue Orthographie, die sogenannte „Bauernorthographie“, eingeführt. In der Geographie wurde nur die Geographie Rußlands gelehrt und endlich in der Geschichte Rußlands die Ereignisse der Vergangenheit nur in allgemeinen Zügen besprochen, die ganze Aufmerksamkeit der neuesten Zeit zugewendet werden. Auch die Geschichte der französischen Revolution ist eingehend zu behandeln. Der ganze Unterricht wird bis zum 16. Lebensjahr unentgeltlich, das Recht zum Schulbesuch hat jeder, und die Eltern, die die Kinder nicht mehr so lange bei sich in der Schule festzuhalten werden sollen.	[751, 1467, 959, 2244]
column-2	[264, 78, 505, 2002]
adjacent-page-line: Vorteile gewähr	[981, 732, 1065, 745]
adjacent-page-line	[978, 964, 1036, 979]
adjacent-page-line	[978, 1042, 1036, 1057]
paragraph: Essen (Ruhr), 22. Febr. Nachdem seitens der Regierung die Zurückziehung der Truppen aus dem Ruhrindustriegebiet bis zum 25. Februar zugestanden wurde, beschloß das Streikkomitee der Kommunisten und Unabhängigen, den Generalstreik abzubrechen, und die Streikparole von der Mehrzahl der Arbeiter nicht befolgt wurde. Die Kommunisten und Unabhängigen wollen aber den Streik gegebener Zeit wieder aufnehmen, und es soll dann auch von Mitteldeutschen Braunkohlenrevieren ein Generalstreik durchgeführt werden. Die Bedingungen des kommandierenden Generals auf Zurückziehung der Truppe, Herausgabe sämtlicher beschlagnahmten Militärwaffen, sowie sofortige Einstellung der Gewalttätigkeiten wurden seitens der Streikenden bewilligt.	[751, 606, 959, 868]
adjacent-page-line	[978, 886, 1036, 902]
paragraph: Abg. Schildknecht (Soz.) weist gegen den Abg. Dingeldey den Vorwurf zurück, daß die Sozialdemokratie die Revolution gemacht hat. Die Revolution hat uns überrascht, daß sie kam, lag an den Vorbedingungen, die die bürgerliche Gesellschaft schuf.	[33, 1321, 253, 1398]
adjacent-page-line: Herr die	[981, 1572, 1026, 1584]
column-4-paragraphs-6	[751, 911, 959, 2576]
paragraph: Der Berichterstatter des Verfassungsausschusses, Abg. Reh (Demokr.), hält sich in seinen Ausführungen in den Rahmen der vorgelegten Bericht.	[33, 885, 253, 935]
heading-wilson: Die Rückreise Wilsons.	[781, 296, 929, 310]
adjacent-page-line: Oper. Die	[981, 1385, 1031, 1398]
adjacent-page-line: können	[981, 763, 1020, 776]
adjacent-page-line	[978, 560, 1036, 575]
adjacent-page-line: gestiftet	[981, 872, 1026, 885]
adjacent-page-line: Nr. 7 (Fleisch	[981, 235, 1053, 247]
adjacent-page-line: Raubkatt	[981, 1028, 1030, 1040]
paragraph: Abg. Dr. Strecker (Fortschr.) polemisiert gegen die Ausführungen der Abgg. Dingeldey und Dorsch. Betreut hat mich die Erklärung der Abgg. Dingeldey und Dorsch, daß sie sich nicht auf unfruchtbare Opposition beschränken wollen, sondern zu positiver Mitarbeit bereit sind. Der Redner folgt den Vorrednern auf das Gebiet der äußeren Politik.	[33, 1612, 253, 1728]
adjacent-page-line: Rückschlüsse	[981, 530, 1053, 543]
adjacent-page-line: Rolle, das	[981, 110, 1033, 123]
column-rule	[510, 78, 511, 1508]
